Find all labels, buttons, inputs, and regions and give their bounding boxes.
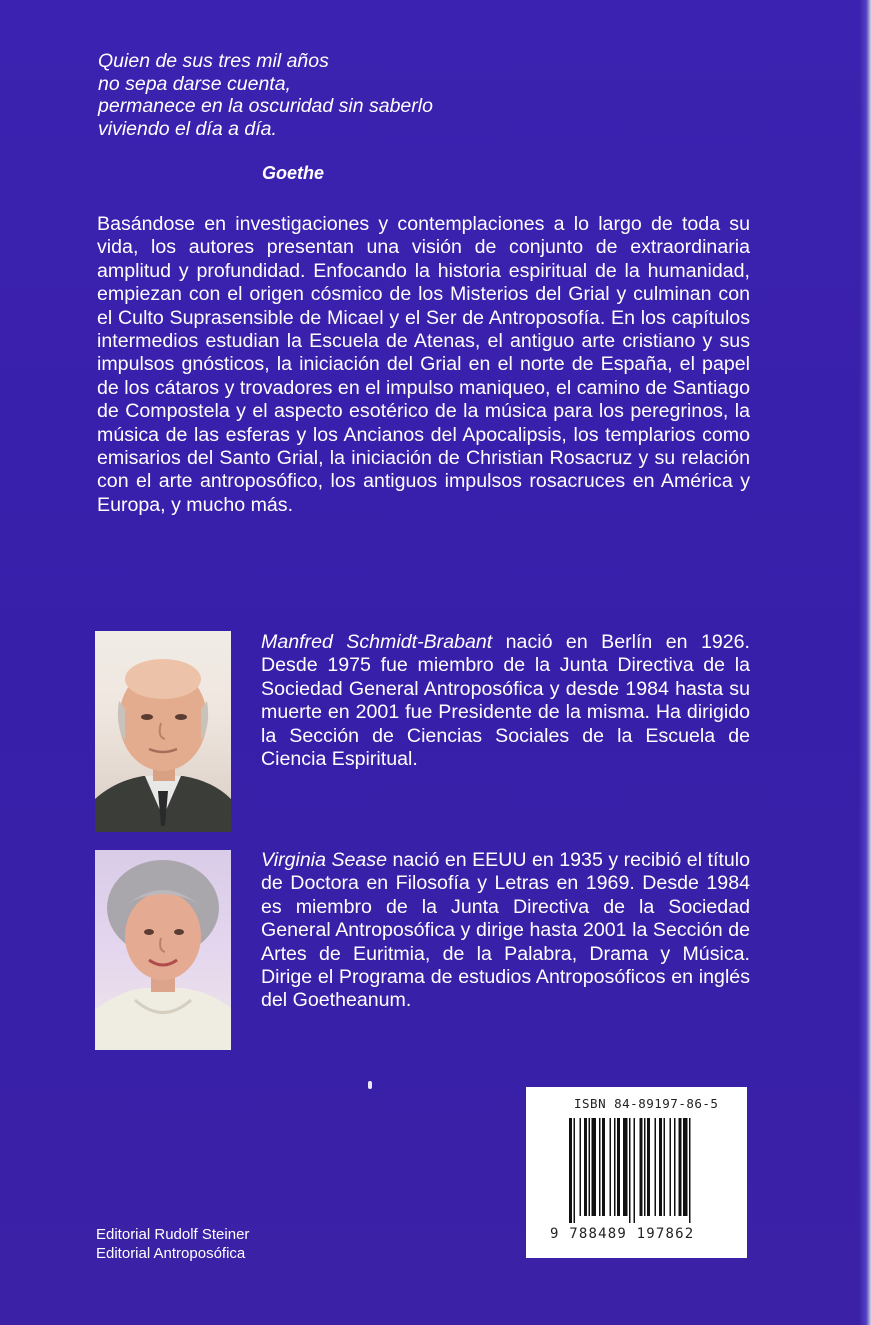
author-name: Manfred Schmidt-Brabant: [261, 631, 493, 653]
author-photo-sease: [95, 850, 231, 1050]
publisher-line: Editorial Antroposófica: [96, 1245, 246, 1262]
author-bio: nació en Berlín en 1926. Desde 1975 fue miembro de la Junta Directiva de la Sociedad General Antroposófica y desde 1984 hasta su muerte en 2001 fue Presidente de la misma. Ha dirigido la Sección de Ciencias Sociales de la Escuela de Ciencia Espiritual.: [261, 631, 750, 771]
author-bio: nació en EEUU en 1935 y recibió el título de Doctora en Filosofía y Letras en 1969. Desde 1984 es miembro de la Junta Directiva de la Sociedad General Antroposófica y dirige hasta 2001 la Sección de Artes de Euritmia, de la Palabra, Drama y Música. Dirige el Programa de estudios Antroposóficos en inglés del Goetheanum.: [261, 849, 750, 1012]
book-description: Basándose en investigaciones y contemplaciones a lo largo de toda su vida, los autores presentan una visión de conjunto de extraordinaria amplitud y profundidad. Enfocando la historia espiritual de la humanidad, empiezan con el origen cósmico de los Misterios del Grial y culminan con el Culto Suprasensible de Micael y el Ser de Antroposofía. En los capítulos intermedios estudian la Escuela de Atenas, el antiguo arte cristiano y sus impulsos gnósticos, la iniciación del Grial en el norte de España, el papel de los cátaros y trovadores en el impulso maniqueo, el camino de Santiago de Compostela y el aspecto esotérico de la música para los peregrinos, la música de las esferas y los Ancianos del Apocalipsis, los templarios como emisarios del Santo Grial, la iniciación de Christian Rosacruz y su relación con el arte antroposófico, los antiguos impulsos rosacruces en América y Europa, y mucho más.: [97, 213, 750, 516]
poem-line: permanece en la oscuridad sin saberlo: [98, 95, 433, 117]
portrait-woman-icon: [95, 850, 231, 1050]
author-name: Virginia Sease: [261, 849, 388, 871]
book-edge: [859, 0, 871, 1325]
epigraph-poem: [98, 50, 518, 140]
print-speck: [368, 1081, 372, 1089]
barcode-icon: [569, 1118, 719, 1223]
ean-number: 9 788489 197862: [550, 1226, 695, 1242]
publisher-imprint: [96, 1225, 249, 1263]
poem-line: Quien de sus tres mil años: [98, 50, 329, 72]
publisher-line: Editorial Rudolf Steiner: [96, 1226, 250, 1243]
poem-line: viviendo el día a día.: [98, 117, 277, 140]
author-photo-schmidt-brabant: [95, 631, 231, 832]
author-bio-schmidt-brabant: [261, 631, 750, 771]
author-bio-sease: [261, 849, 750, 1013]
portrait-man-icon: [95, 631, 231, 832]
barcode-label: [526, 1087, 747, 1258]
poem-author: Goethe: [262, 163, 325, 183]
poem-line: no sepa darse cuenta,: [98, 72, 291, 95]
isbn-number: ISBN 84-89197-86-5: [574, 1096, 719, 1111]
